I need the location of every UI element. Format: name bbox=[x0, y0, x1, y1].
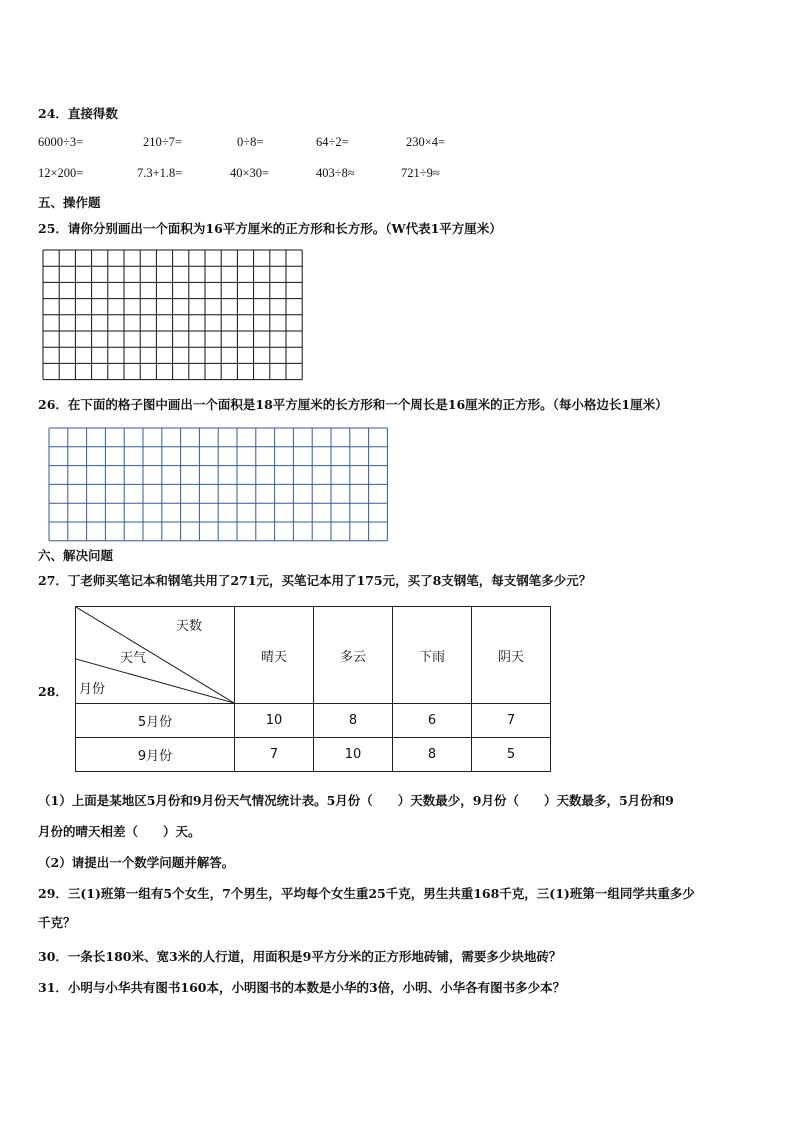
header-month-label: 月份 bbox=[79, 682, 106, 697]
q27-text: 27．丁老师买笔记本和钢笔共用了271元，买笔记本用了175元，买了8支钢笔，每支钢笔多少元？ bbox=[38, 573, 592, 588]
column-header: 下雨 bbox=[393, 607, 472, 704]
calc-item: 6000÷3= bbox=[38, 135, 84, 149]
calc-item: 12×200= bbox=[38, 166, 84, 180]
section-six-heading: 六、解决问题 bbox=[38, 548, 114, 563]
table-cell: 6 bbox=[393, 704, 472, 738]
row-label: 9月份 bbox=[76, 738, 235, 772]
calc-item: 210÷7= bbox=[143, 135, 182, 149]
q25-text: 25．请你分别画出一个面积为16平方厘米的正方形和长方形。（W代表1平方厘米） bbox=[38, 221, 502, 236]
q31-text: 31．小明与小华共有图书160本，小明图书的本数是小华的3倍，小明、小华各有图书多少本？ bbox=[38, 980, 566, 995]
q28-part1-line2: 月份的晴天相差（ ）天。 bbox=[38, 824, 201, 839]
table-cell: 8 bbox=[314, 704, 393, 738]
table-row bbox=[76, 738, 551, 772]
table-cell: 7 bbox=[472, 704, 551, 738]
table-row bbox=[76, 704, 551, 738]
column-header: 阴天 bbox=[472, 607, 551, 704]
q29-line2: 千克？ bbox=[38, 915, 76, 930]
calc-item: 230×4= bbox=[406, 135, 446, 149]
table-cell: 10 bbox=[314, 738, 393, 772]
table-cell: 8 bbox=[393, 738, 472, 772]
header-weather-label: 天气 bbox=[120, 651, 147, 666]
calc-item: 64÷2= bbox=[316, 135, 349, 149]
q29-line1: 29．三(1)班第一组有5个女生，7个男生，平均每个女生重25千克，男生共重168千克，三(1)班第一组同学共重多少 bbox=[38, 886, 695, 901]
table-cell: 5 bbox=[472, 738, 551, 772]
q28-number: 28． bbox=[38, 684, 68, 699]
table-cell: 7 bbox=[235, 738, 314, 772]
calc-item: 0÷8= bbox=[237, 135, 264, 149]
q26-square-grid bbox=[48, 427, 390, 543]
weather-statistics-table bbox=[75, 606, 551, 772]
table-cell: 10 bbox=[235, 704, 314, 738]
column-header: 晴天 bbox=[235, 607, 314, 704]
q25-square-grid bbox=[42, 249, 304, 381]
q28-part2: （2）请提出一个数学问题并解答。 bbox=[38, 855, 235, 870]
q30-text: 30．一条长180米、宽3米的人行道，用面积是9平方分米的正方形地砖铺，需要多少块地砖？ bbox=[38, 949, 562, 964]
q24-title: 24．直接得数 bbox=[38, 106, 118, 121]
calc-item: 721÷9≈ bbox=[401, 166, 440, 180]
column-header: 多云 bbox=[314, 607, 393, 704]
row-label: 5月份 bbox=[76, 704, 235, 738]
calc-item: 7.3+1.8= bbox=[137, 166, 183, 180]
calc-item: 403÷8≈ bbox=[316, 166, 355, 180]
calc-item: 40×30= bbox=[230, 166, 270, 180]
q28-part1-line1: （1）上面是某地区5月份和9月份天气情况统计表。5月份（ ）天数最少，9月份（ ）天数最多，5月份和9 bbox=[38, 793, 674, 808]
table-diagonal-header-cell bbox=[76, 607, 235, 704]
section-five-heading: 五、操作题 bbox=[38, 195, 101, 210]
header-days-label: 天数 bbox=[176, 619, 203, 634]
q26-text: 26．在下面的格子图中画出一个面积是18平方厘米的长方形和一个周长是16厘米的正方形。（每小格边长1厘米） bbox=[38, 397, 668, 412]
